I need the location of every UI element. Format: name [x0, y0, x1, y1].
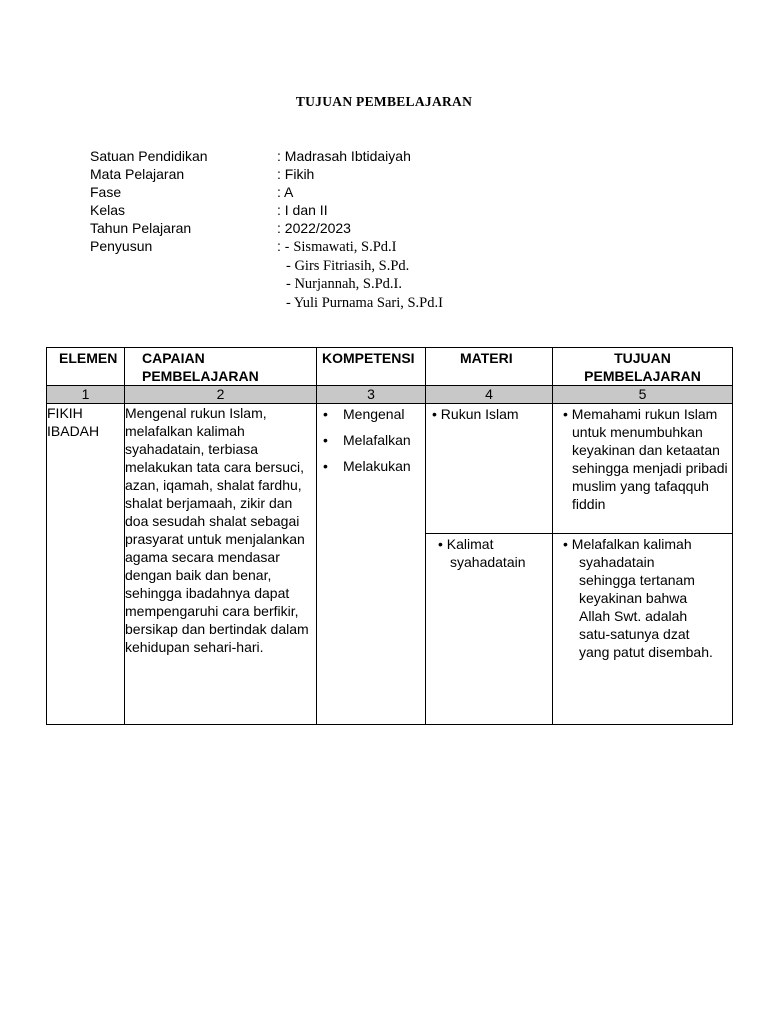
document-title: TUJUAN PEMBELAJARAN [295, 94, 473, 109]
penyusun-prefix: : - [277, 238, 290, 254]
materi-item: • Rukun Islam [432, 406, 519, 422]
satuan-label: Satuan Pendidikan [90, 148, 208, 164]
tujuan-cell [553, 404, 733, 534]
info-row-satuan [90, 147, 411, 165]
info-row-mapel [90, 165, 411, 183]
col-number: 5 [553, 386, 733, 404]
header-capaian: CAPAIAN PEMBELAJARAN [125, 348, 317, 386]
info-row-fase [90, 183, 411, 201]
author-item: - Yuli Purnama Sari, S.Pd.I [286, 294, 443, 311]
materi-cell [426, 404, 553, 534]
tujuan-item: • Melafalkan kalimah syahadatain sehingga tertanam keyakinan bahwa Allah Swt. adalah satu-satunya dzat yang patut disembah. [563, 536, 713, 660]
author-name: Sismawati, S.Pd.I [293, 239, 397, 255]
header-tujuan: TUJUAN PEMBELAJARAN [553, 348, 733, 386]
author-list [277, 237, 443, 312]
kompetensi-cell [317, 404, 426, 725]
mapel-value: : Fikih [277, 166, 315, 182]
table-row [47, 404, 733, 534]
elemen-cell: FIKIH IBADAH [47, 404, 125, 725]
info-row-kelas [90, 201, 411, 219]
table-header-row [47, 348, 733, 386]
kompetensi-item: • Melafalkan [317, 431, 425, 449]
kelas-value: : I dan II [277, 202, 328, 218]
tujuan-cell [553, 534, 733, 725]
col-number: 1 [47, 386, 125, 404]
fase-label: Fase [90, 184, 122, 200]
col-number: 4 [426, 386, 553, 404]
mapel-label: Mata Pelajaran [90, 166, 185, 182]
satuan-value: : Madrasah Ibtidaiyah [277, 148, 411, 164]
kompetensi-item: • Melakukan [317, 457, 425, 475]
header-kompetensi: KOMPETENSI [317, 348, 426, 386]
kelas-label: Kelas [90, 202, 126, 218]
learning-objectives-table [46, 347, 733, 725]
materi-item: • Kalimat syahadatain [438, 536, 526, 570]
tujuan-item: • Memahami rukun Islam untuk menumbuhkan keyakinan dan ketaatan sehingga menjadi pribadi muslim yang tafaqquh fiddin [563, 406, 728, 512]
author-item: - Nurjannah, S.Pd.I. [286, 276, 402, 292]
penyusun-label: Penyusun [90, 238, 153, 254]
author-item [277, 237, 443, 257]
capaian-cell: Mengenal rukun Islam, melafalkan kalimah syahadatain, terbiasa melakukan tata cara bersuci, azan, iqamah, shalat fardhu, shalat berjamaah, zikir dan doa sesudah shalat sebagai prasyarat untuk menjalankan agama secara mendasar dengan baik dan benar, sehingga ibadahnya dapat mempengaruhi cara berfikir, bersikap dan bertindak dalam kehidupan sehari-hari. [125, 404, 317, 725]
col-number: 3 [317, 386, 426, 404]
author-item: - Girs Fitriasih, S.Pd. [286, 257, 410, 274]
materi-cell [426, 534, 553, 725]
header-elemen: ELEMEN [47, 348, 125, 386]
header-materi: MATERI [426, 348, 553, 386]
kompetensi-item: • Mengenal [317, 405, 425, 423]
tahun-label: Tahun Pelajaran [90, 220, 192, 236]
tahun-value: : 2022/2023 [277, 220, 351, 236]
fase-value: : A [277, 184, 294, 200]
col-number: 2 [125, 386, 317, 404]
info-row-tahun [90, 219, 411, 237]
table-number-row [47, 386, 733, 404]
kompetensi-list [317, 405, 425, 475]
